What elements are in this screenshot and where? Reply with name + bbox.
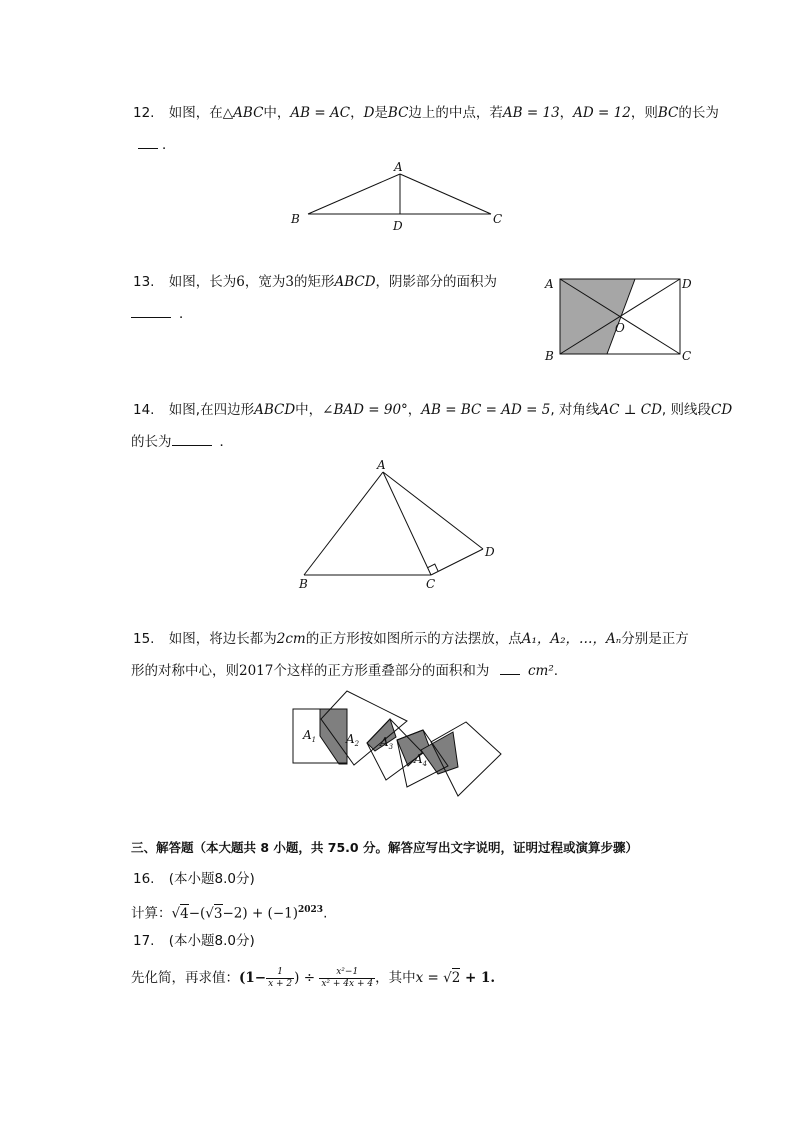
- label-O: O: [615, 321, 625, 335]
- q12-line1: 12. 如图，在△ABC中，AB = AC，D是BC边上的中点，若AB = 13，AD = 12，则BC的长为: [133, 105, 719, 121]
- question-number: 16.: [133, 871, 155, 887]
- fraction-2: $\frac{\text{x²−1}}{\text{x² + 4x + 4}}$: [321, 966, 374, 989]
- q15-line2: 形的对称中心，则2017个这样的正方形重叠部分的面积和为 cm².: [131, 663, 559, 679]
- q14-line1: 14. 如图,在四边形ABCD中，∠BAD = 90°，AB = BC = AD = 5, 对角线AC ⊥ CD, 则线段CD: [133, 402, 733, 418]
- question-number: 15.: [133, 631, 155, 647]
- label-A4: $A_4$: [414, 752, 428, 768]
- label-A1: $A_1$: [303, 728, 317, 744]
- q16-expression: 计算：$√4-(√3-2) + (-1)^{2023}$.: [131, 905, 328, 922]
- q12-line2: ．: [138, 135, 176, 155]
- question-number: 12.: [133, 105, 155, 121]
- answer-blank: [138, 136, 158, 149]
- label-B: B: [299, 577, 308, 591]
- label-A3: $A_3$: [380, 735, 394, 751]
- q16-header: 16. (本小题8.0分): [133, 871, 255, 887]
- label-D: D: [682, 277, 692, 291]
- label-C: C: [493, 212, 503, 226]
- q13-line1: 13. 如图，长为6，宽为3的矩形ABCD，阴影部分的面积为: [133, 274, 498, 290]
- q17-header: 17. (本小题8.0分): [133, 933, 255, 949]
- label-A2: $A_2$: [346, 732, 360, 748]
- question-number: 17.: [133, 933, 155, 949]
- label-D: D: [485, 545, 495, 559]
- label-A: A: [394, 160, 403, 174]
- answer-blank: [172, 433, 212, 446]
- q17-expression: 先化简，再求值：(1− $\frac{1}{x + 2}$ ) ÷ $\frac{\text{x²−1}}{\text{x² + 4x + 4}}$ ，其中x = √2 + 1.: [131, 966, 496, 989]
- q13-figure: [540, 270, 700, 365]
- q14-line2: 的长为 ．: [131, 434, 233, 450]
- q12-figure: [288, 158, 508, 236]
- q15-figure: [288, 688, 506, 798]
- label-B: B: [291, 212, 300, 226]
- label-A: A: [545, 277, 554, 291]
- answer-blank: [500, 662, 520, 675]
- section-3-heading: 三、解答题（本大题共 8 小题，共 75.0 分。解答应写出文字说明，证明过程或演算步骤）: [131, 840, 638, 855]
- label-D: D: [393, 219, 403, 233]
- label-A: A: [377, 458, 386, 472]
- q14-figure: [290, 455, 510, 595]
- question-number: 13.: [133, 274, 155, 290]
- label-C: C: [682, 349, 692, 363]
- label-C: C: [426, 577, 436, 591]
- answer-blank: [131, 305, 171, 318]
- q15-line1: 15. 如图，将边长都为2cm的正方形按如图所示的方法摆放，点A₁，A₂，…，Aₙ分别是正方: [133, 631, 689, 647]
- q13-line2: ．: [131, 304, 193, 324]
- fraction-1: $\frac{1}{x + 2}$: [268, 966, 293, 989]
- question-number: 14.: [133, 402, 155, 418]
- label-B: B: [545, 349, 554, 363]
